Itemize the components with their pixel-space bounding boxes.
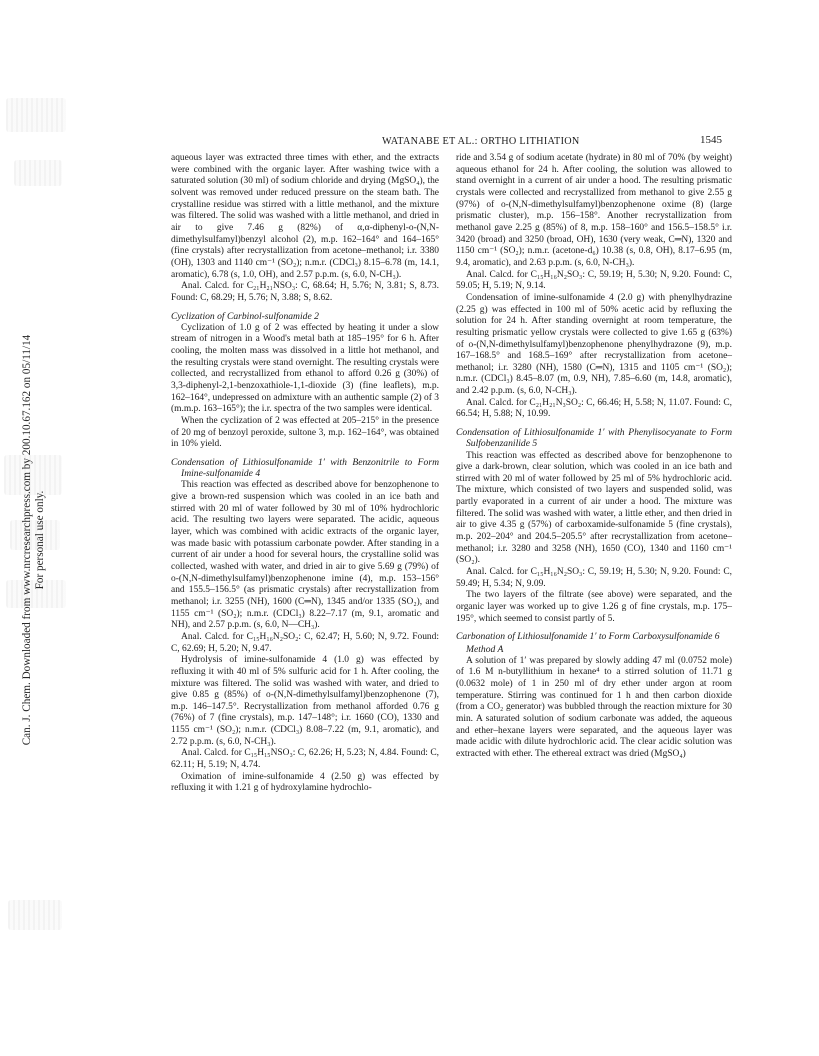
right-column [456,153,732,761]
paragraph: Anal. Calcd. for C₁₅H₁₆N₂SO₂: C, 62.47; H, 5.60; N, 9.72. Found: C, 62.69; H, 5.20; N, 9.47. [171,631,439,654]
section-heading: Cyclization of Carbinol-sulfonamide 2 [171,310,319,322]
page-number: 1545 [700,134,722,146]
paragraph: Condensation of imine-sulfonamide 4 (2.0 g) with phenylhydrazine (2.25 g) was effected in 100 ml of 50% acetic acid by refluxing the solution for 24 h. After standing overnight at room temperature, the resulting prismatic yellow crystals were collected to give 1.65 g (63%) of o-(N,N-dimethylsulfamyl)benzophenone phenylhydrazone (9), m.p. 167–168.5° and 168.5–169° after recrystallization from acetone–methanol; i.r. 3280 (NH), 1580 (C═N), 1315 and 1105 cm⁻¹ (SO₂); n.m.r. (CDCl₃) 8.45–8.07 (m, 0.9, NH), 7.85–6.60 (m, 14.8, aromatic), and 2.42 p.p.m. (s, 6.0, N-CH₃). [456,292,732,397]
section-heading: Carbonation of Lithiosulfonamide 1′ to Form Carboxysulfonamide 6 [456,631,720,643]
paragraph: Hydrolysis of imine-sulfonamide 4 (1.0 g) was effected by refluxing it with 40 ml of 5% sulfuric acid for 1 h. After cooling, the mixture was filtered. The solid was washed with water, and dried to give 0.85 g (85%) of o-(N,N-dimethylsulfamyl)benzophenone (7), m.p. 146–147.5°. Recrystallization from methanol afforded 0.76 g (76%) of 7 (fine crystals), m.p. 147–148°; i.r. 1660 (CO), 1330 and 1155 cm⁻¹ (SO₂); n.m.r. (CDCl₃) 8.08–7.22 (m, 9.1, aromatic), and 2.72 p.p.m. (s, 6.0, N-CH₃). [171,655,439,747]
scan-smudge [6,98,66,132]
paragraph: This reaction was effected as described above for benzophenone to give a brown-red suspension which was cooled in an ice bath and stirred with 20 ml of water followed by 30 ml of 10% hydrochloric acid. The resulting two layers were separated. The acidic, aqueous layer, which was combined with acidic extracts of the organic layer, was made basic with potassium carbonate powder. After standing in a current of air under a hood for several hours, the crystalline solid was collected, washed with water, and dried in air to give 5.69 g (79%) of o-(N,N-dimethylsulfamyl)benzophenone imine (4), m.p. 153–156° and 155.5–156.5° (as prismatic crystals) after recrystallization from methanol; i.r. 3255 (NH), 1600 (C═N), 1345 and/or 1335 (SO₂), and 1155 cm⁻¹ (SO₂); n.m.r. (CDCl₃) 8.22–7.17 (m, 9.1, aromatic and NH), and 2.57 p.p.m. (s, 6.0, N—CH₃). [171,480,439,631]
left-margin-scan-area [0,0,120,1056]
download-watermark-line2: For personal use only. [34,490,46,590]
section-heading: Condensation of Lithiosulfonamide 1′ with Phenylisocyanate to Form Sulfobenzanilide 5 [456,427,732,450]
scan-smudge [8,900,62,930]
running-head: WATANABE ET AL.: ORTHO LITHIATION [382,136,580,147]
paragraph: This reaction was effected as described above for benzophenone to give a dark-brown, clear solution, which was cooled in an ice bath and stirred with 20 ml of water followed by 25 ml of 5% hydrochloric acid. The mixture, which consisted of two layers and suspended solid, was partly evaporated in a current of air under a hood. The mixture was filtered. The solid was washed with water, a little ether, and then dried in air to give 4.35 g (57%) of carboxamide-sulfonamide 5 (fine crystals), m.p. 202–204° and 204.5–205.5° after recrystallization from acetone–methanol; i.r. 3280 and 3258 (NH), 1650 (CO), 1340 and 1160 cm⁻¹ (SO₂). [456,450,732,566]
download-watermark [21,260,47,820]
subsection-heading: Method A [466,643,504,655]
paragraph: ride and 3.54 g of sodium acetate (hydrate) in 80 ml of 70% (by weight) aqueous ethanol for 24 h. After cooling, the solution was allowed to stand overnight in a current of air under a hood. The resulting prismatic crystals were collected and recrystallized from methanol to give 2.55 g (97%) of o-(N,N-dimethylsulfamyl)benzophenone oxime (8) (large prismatic cluster), m.p. 156–158°. Another recrystallization from methanol gave 2.25 g (85%) of 8, m.p. 158–160° and 156.5–158.5° i.r. 3420 (broad) and 3250 (broad, OH), 1630 (very weak, C═N), 1320 and 1150 cm⁻¹ (SO₂); n.m.r. (acetone-d₆) 10.38 (s, 0.8, OH), 8.17–6.95 (m, 9.4, aromatic), and 2.63 p.p.m. (s, 6.0, N-CH₃). [456,153,732,268]
paragraph: The two layers of the filtrate (see above) were separated, and the organic layer was worked up to give 1.26 g of fine crystals, m.p. 175–195°, which seemed to consist partly of 5. [456,590,732,624]
paragraph: aqueous layer was extracted three times with ether, and the extracts were combined with the organic layer. After washing twice with a saturated solution (30 ml) of sodium chloride and drying (MgSO₄), the solvent was removed under reduced pressure on the steam bath. The crystalline residue was stirred with a little methanol, and the mixture was filtered. The solid was washed with a little methanol, and dried in air to give 7.46 g (82%) of α,α-diphenyl-o-(N,N-dimethylsulfamyl)benzyl alcohol (2), m.p. 162–164° and 164–165° (fine crystals) after recrystallization from acetone–methanol; i.r. 3380 (OH), 1303 and 1140 cm⁻¹ (SO₂); n.m.r. (CDCl₃) 8.15–6.78 (m, 14.1, aromatic), 6.78 (s, 1.0, OH), and 2.57 p.p.m. (s, 6.0, N-CH₃). [171,153,439,280]
paragraph: Oximation of imine-sulfonamide 4 (2.50 g) was effected by refluxing it with 1.21 g of hydroxylamine hydrochlo- [171,771,439,794]
paragraph: Anal. Calcd. for C₁₅H₁₆N₂SO₃: C, 59.19; H, 5.30; N, 9.20. Found: C, 59.49; H, 5.34; N, 9.09. [456,567,732,589]
paragraph: Anal. Calcd. for C₂₁H₂₁NSO₃: C, 68.64; H, 5.76; N, 3.81; S, 8.73. Found: C, 68.29; H, 5.76; N, 3.88; S, 8.62. [171,281,439,303]
paragraph: A solution of 1′ was prepared by slowly adding 47 ml (0.0752 mole) of 1.6 M n-butyllithium in hexane⁴ to a stirred solution of 11.71 g (0.0632 mole) of 1 in 250 ml of dry ether under argon at room temperature. Stirring was continued for 1 h and then carbon dioxide (from a CO₂ generator) was bubbled through the reaction mixture for 30 min. A saturated solution of sodium carbonate was added, the aqueous and ether–hexane layers were separated, and the aqueous layer was made acidic with dilute hydrochloric acid. The clear acidic solution was extracted with ether. The ethereal extract was dried (MgSO₄) [456,655,732,759]
paragraph: Cyclization of 1.0 g of 2 was effected by heating it under a slow stream of nitrogen in a Wood's metal bath at 185–195° for 6 h. After cooling, the molten mass was dissolved in a little hot methanol, and the resulting crystals were stand overnight. The resulting crystals were collected, and recrystallized from ethanol to afford 0.26 g (30%) of 3,3-diphenyl-2,1-benzoxathiole-1,1-dioxide (3) (fine leaflets), m.p. 162–164°, undepressed on admixture with an authentic sample (2) of 3 (m.m.p. 163–165°); the i.r. spectra of the two samples were identical. [171,322,439,415]
scan-smudge [14,160,62,186]
paragraph: Anal. Calcd. for C₁₅H₁₆N₂SO₃: C, 59.19; H, 5.30; N, 9.20. Found: C, 59.05; H, 5.19; N, 9.14. [456,269,732,292]
section-heading: Condensation of Lithiosulfonamide 1′ with Benzonitrile to Form Imine-sulfonamide 4 [171,456,439,480]
download-watermark-line1: Can. J. Chem. Downloaded from www.nrcresearchpress.com by 200.10.67.162 on 05/11/14 [21,334,33,746]
paragraph: Anal. Calcd. for C₂₁H₂₁N₃SO₂: C, 66.46; H, 5.58; N, 11.07. Found: C, 66.54; H, 5.88; N, 10.99. [456,397,732,420]
paragraph: Anal. Calcd. for C₁₅H₁₅NSO₃: C, 62.26; H, 5.23; N, 4.84. Found: C, 62.11; H, 5.19; N, 4.74. [171,748,439,771]
left-column [171,153,439,795]
paragraph: When the cyclization of 2 was effected at 205–215° in the presence of 20 mg of benzoyl peroxide, sultone 3, m.p. 162–164°, was obtained in 10% yield. [171,415,439,450]
